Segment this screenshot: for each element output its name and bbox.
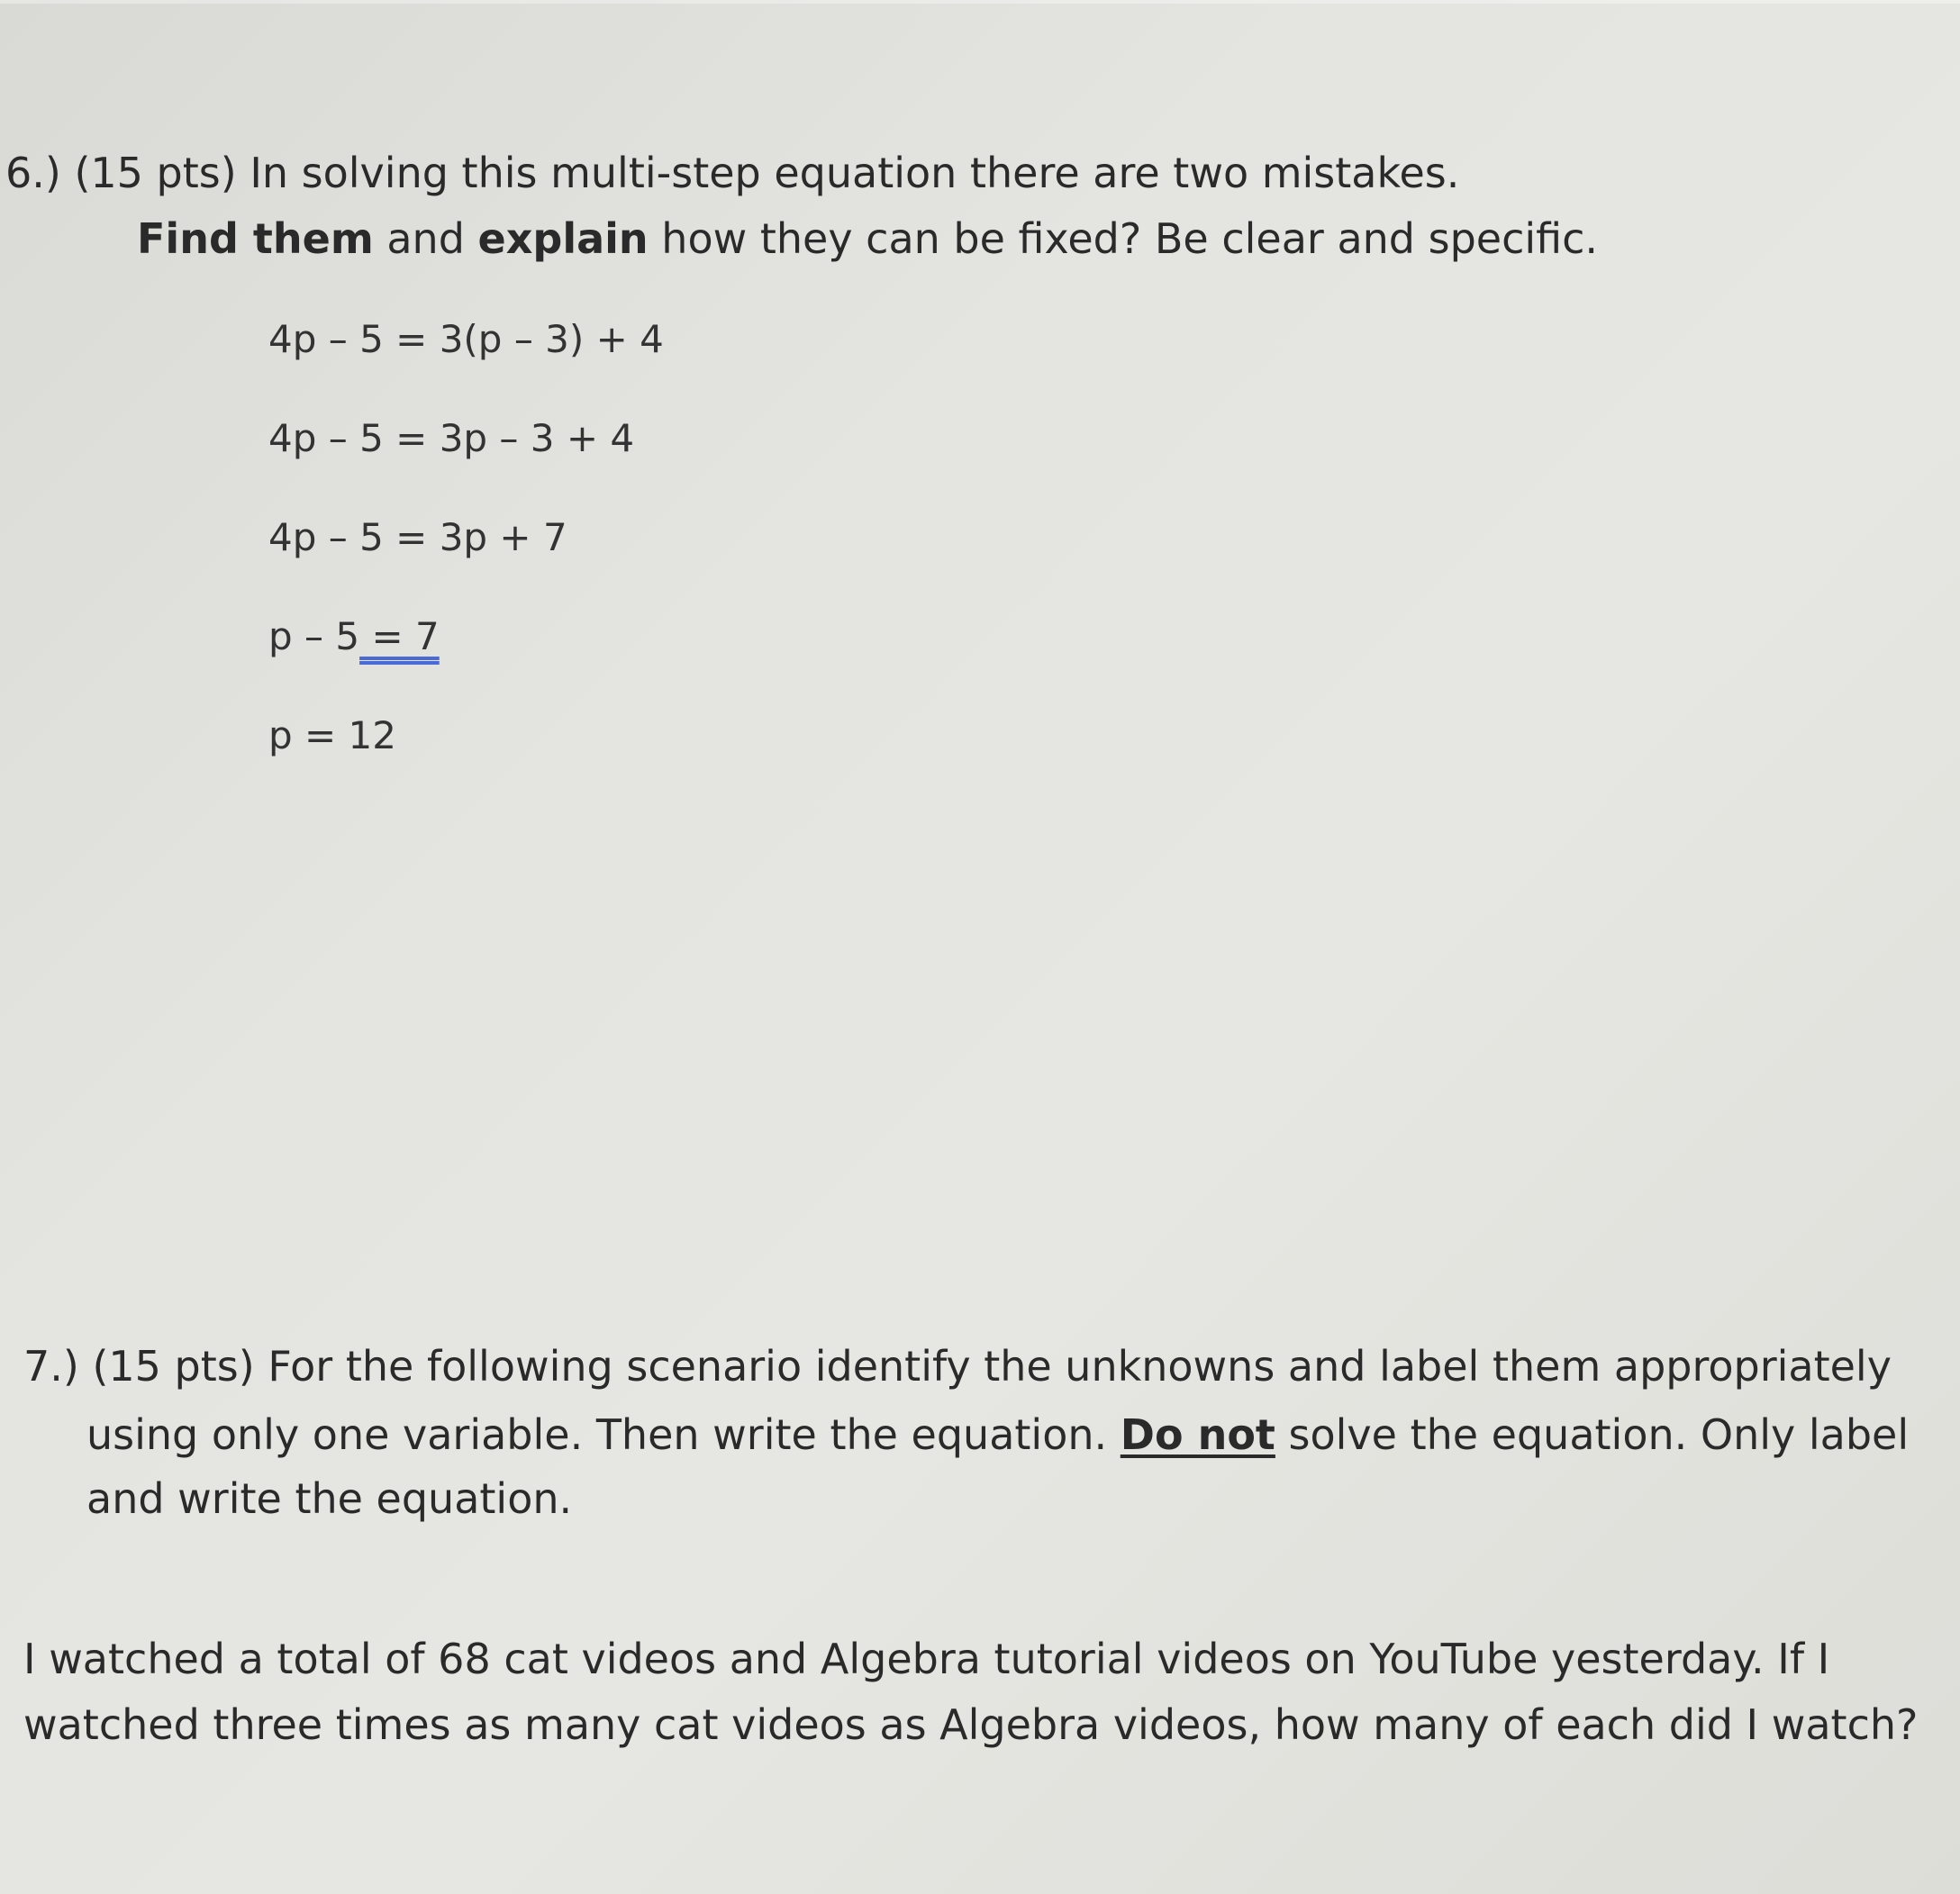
q7-prompt-line2: using only one variable. Then write the equation. Do not solve the equation. Only label	[86, 1410, 1910, 1459]
page-edge	[0, 0, 1960, 4]
scenario-line1: I watched a total of 68 cat videos and Algebra tutorial videos on YouTube yesterday. If I	[23, 1635, 1830, 1683]
q6-prompt-line1: 6.) (15 pts) In solving this multi-step equation there are two mistakes.	[5, 149, 1460, 197]
scenario-line2: watched three times as many cat videos as Algebra videos, how many of each did I watch?	[23, 1700, 1919, 1749]
q7-prompt-line3: and write the equation.	[86, 1474, 573, 1523]
q6-equation-step-1: 4p – 5 = 3(p – 3) + 4	[268, 317, 664, 361]
q6-explain: explain	[477, 214, 649, 263]
q6-equation-step-2: 4p – 5 = 3p – 3 + 4	[268, 416, 635, 460]
q6-flagged-mistake: = 7	[359, 614, 440, 658]
q6-find-them: Find them	[137, 214, 374, 263]
q7-prompt-line1: 7.) (15 pts) For the following scenario identify the unknowns and label them appropriately	[23, 1342, 1892, 1391]
q6-equation-step-4: p – 5 = 7	[268, 614, 440, 658]
q7-do-not: Do not	[1120, 1410, 1275, 1459]
q6-prompt-line2: Find them and explain how they can be fixed? Be clear and specific.	[137, 214, 1599, 263]
q6-equation-step-5: p = 12	[268, 713, 396, 757]
q6-equation-step-3: 4p – 5 = 3p + 7	[268, 515, 567, 559]
